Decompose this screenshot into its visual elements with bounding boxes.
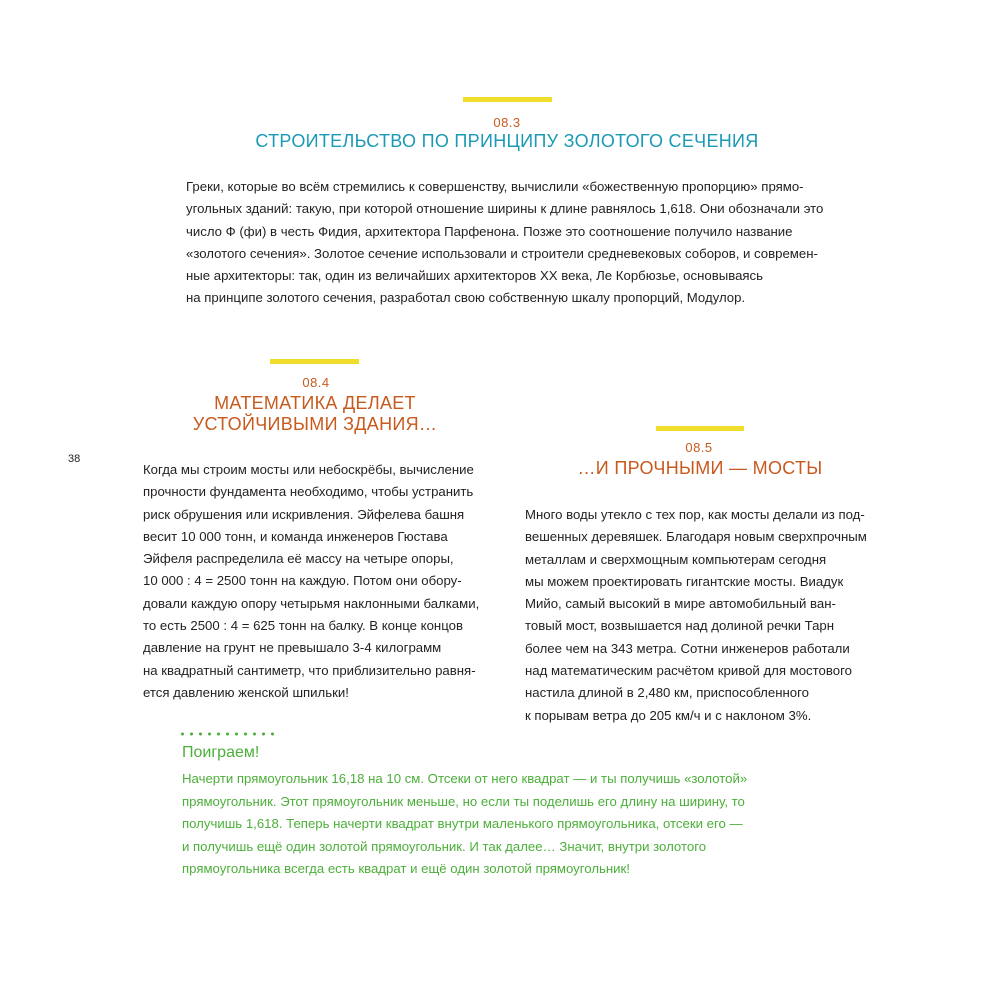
text-line: и получишь ещё один золотой прямоугольник. И так далее… Значит, внутри золотого: [182, 838, 707, 854]
game-title: Поиграем!: [182, 744, 260, 761]
text-line: настила длиной в 2,480 км, приспособленного: [525, 685, 809, 701]
text-line: получишь 1,618. Теперь начерти квадрат внутри маленького прямоугольника, отсеки его —: [182, 816, 743, 832]
page-number: 38: [68, 453, 81, 465]
section-3-number: 08.5: [685, 440, 713, 455]
section-3-text: [525, 504, 867, 727]
game-text: [182, 768, 747, 881]
section-2-accent-bar: [270, 359, 359, 364]
section-1-number: 08.3: [493, 115, 521, 130]
text-line: Эйфеля распределила её массу на четыре опоры,: [143, 551, 454, 567]
text-line: число Ф (фи) в честь Фидия, архитектора Парфенона. Позже это соотношение получило название: [186, 223, 793, 239]
text-line: Начерти прямоугольник 16,18 на 10 см. Отсеки от него квадрат — и ты получишь «золотой»: [182, 771, 748, 786]
text-line: товый мост, возвышается над долиной речки Тарн: [525, 618, 835, 634]
section-2-number: 08.4: [302, 375, 330, 390]
dotted-divider: [178, 732, 276, 736]
section-1-text: [186, 176, 823, 310]
section-1-accent-bar: [463, 97, 552, 102]
text-line: 10 000 : 4 = 2500 тонн на каждую. Потом они обору-: [143, 573, 462, 589]
text-line: риск обрушения или искривления. Эйфелева башня: [143, 506, 465, 522]
text-line: на квадратный сантиметр, что приблизительно равня-: [143, 662, 476, 678]
text-line: прямоугольник. Этот прямоугольник меньше, но если ты поделишь его длину на ширину, то: [182, 793, 745, 809]
text-line: более чем на 343 метра. Сотни инженеров работали: [525, 640, 850, 656]
text-line: Много воды утекло с тех пор, как мосты делали из под-: [525, 507, 865, 522]
text-line: то есть 2500 : 4 = 625 тонн на балку. В конце концов: [143, 618, 463, 634]
text-line: металлам и сверхмощным компьютерам сегодня: [525, 551, 827, 567]
text-line: угольных зданий: такую, при которой отношение ширины к длине равнялось 1,618. Они обозначали это: [186, 201, 824, 217]
text-line: над математическим расчётом кривой для мостового: [525, 663, 852, 679]
section-2-title-line: МАТЕМАТИКА ДЕЛАЕТ: [214, 393, 416, 413]
text-line: ется давлению женской шпильки!: [143, 684, 349, 700]
text-line: вешенных деревяшек. Благодаря новым сверхпрочным: [525, 529, 867, 545]
section-2-title: [180, 393, 450, 435]
text-line: на принципе золотого сечения, разработал свою собственную шкалу пропорций, Модулор.: [186, 290, 746, 306]
text-line: прямоугольника всегда есть квадрат и ещё один золотой прямоугольник!: [182, 861, 630, 877]
section-2-title-line: УСТОЙЧИВЫМИ ЗДАНИЯ…: [192, 414, 438, 434]
section-2-text: [143, 459, 479, 704]
text-line: прочности фундамента необходимо, чтобы устранить: [143, 484, 474, 500]
text-line: Мийо, самый высокий в мире автомобильный ван-: [525, 596, 836, 612]
text-line: ные архитекторы: так, один из величайших архитекторов XX века, Ле Корбюзье, основываясь: [186, 268, 764, 284]
text-line: весит 10 000 тонн, и команда инженеров Гюстава: [143, 528, 448, 544]
section-3-accent-bar: [656, 426, 744, 431]
text-line: к порывам ветра до 205 км/ч и с наклоном 3%.: [525, 707, 812, 723]
text-line: давление на грунт не превышало 3-4 килограмм: [143, 640, 442, 656]
text-line: Когда мы строим мосты или небоскрёбы, вычисление: [143, 462, 474, 477]
text-line: мы можем проектировать гигантские мосты. Виадук: [525, 573, 844, 589]
section-1-title: СТРОИТЕЛЬСТВО ПО ПРИНЦИПУ ЗОЛОТОГО СЕЧЕНИЯ: [255, 131, 759, 151]
text-line: Греки, которые во всём стремились к совершенству, вычислили «божественную пропорцию» прямо-: [186, 179, 804, 194]
section-3-title: …И ПРОЧНЫМИ — МОСТЫ: [577, 458, 823, 478]
text-line: довали каждую опору четырьмя наклонными балками,: [143, 595, 480, 611]
text-line: «золотого сечения». Золотое сечение использовали и строители средневековых соборов, и современ-: [186, 245, 818, 261]
